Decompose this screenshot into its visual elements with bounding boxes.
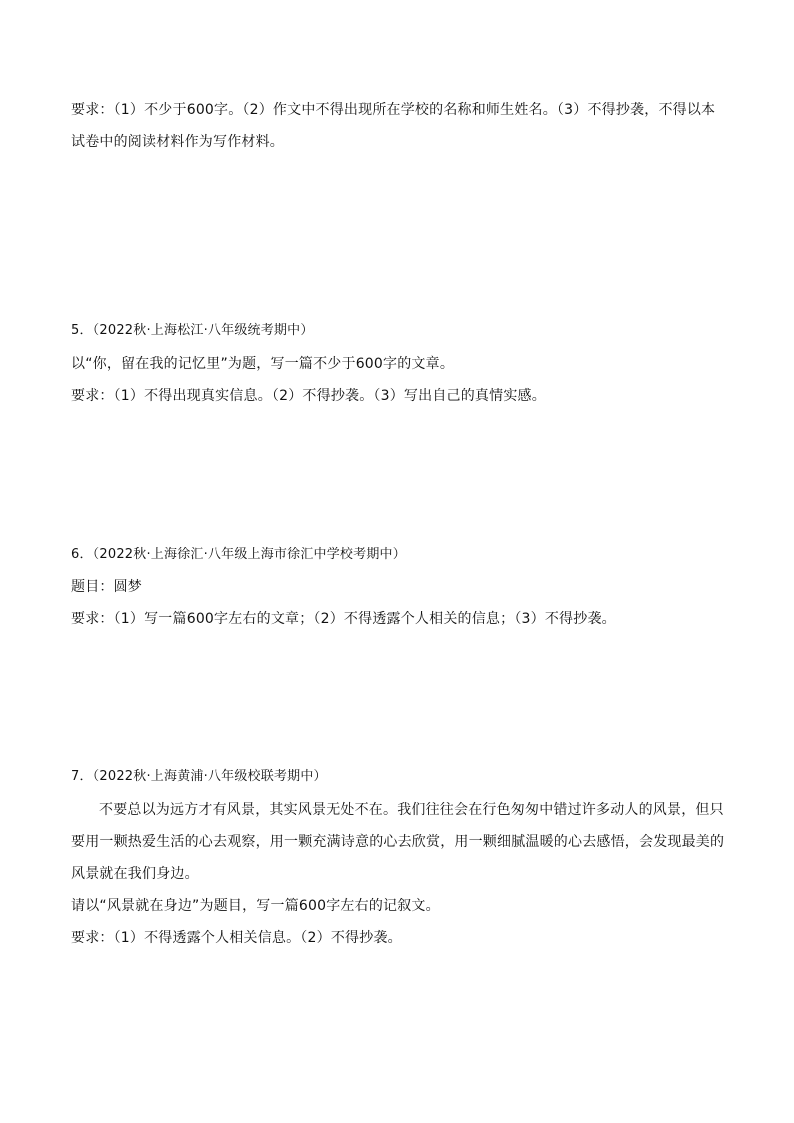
requirement-line: 要求：（1）不少于600字。（2）作文中不得出现所在学校的名称和师生姓名。（3）不得抄袭，不得以本 <box>71 102 716 118</box>
passage-line: 不要总以为远方才有风景，其实风景无处不在。我们往往会在行色匆匆中错过许多动人的风景，但只 <box>99 802 724 818</box>
question-requirement: 要求：（1）不得透露个人相关信息。（2）不得抄袭。 <box>71 930 402 946</box>
question-source: （2022秋·上海松江·八年级统考期中） <box>92 323 314 338</box>
passage-line: 要用一颗热爱生活的心去观察，用一颗充满诗意的心去欣赏，用一颗细腻温暖的心去感悟，会发现最美的 <box>71 834 725 850</box>
question-prompt: 以“你，留在我的记忆里”为题，写一篇不少于600字的文章。 <box>71 356 455 372</box>
requirement-line: 试卷中的阅读材料作为写作材料。 <box>71 134 284 150</box>
question-prompt: 请以“风景就在身边”为题目，写一篇600字左右的记叙文。 <box>71 898 440 914</box>
question-header-5 <box>71 321 731 341</box>
question-number: 7． <box>71 769 93 784</box>
question-requirement: 要求：（1）写一篇600字左右的文章；（2）不得透露个人相关的信息；（3）不得抄袭。 <box>71 611 616 627</box>
question-title: 题目：圆梦 <box>71 579 142 595</box>
question-header-7 <box>71 767 731 787</box>
question-number: 5． <box>71 323 93 338</box>
question-number: 6． <box>71 547 93 562</box>
passage-line: 风景就在我们身边。 <box>71 866 199 882</box>
question-requirement: 要求：（1）不得出现真实信息。（2）不得抄袭。（3）写出自己的真情实感。 <box>71 388 546 404</box>
question-source: （2022秋·上海黄浦·八年级校联考期中） <box>92 769 327 784</box>
question-header-6 <box>71 545 731 565</box>
question-source: （2022秋·上海徐汇·八年级上海市徐汇中学校考期中） <box>92 547 406 562</box>
